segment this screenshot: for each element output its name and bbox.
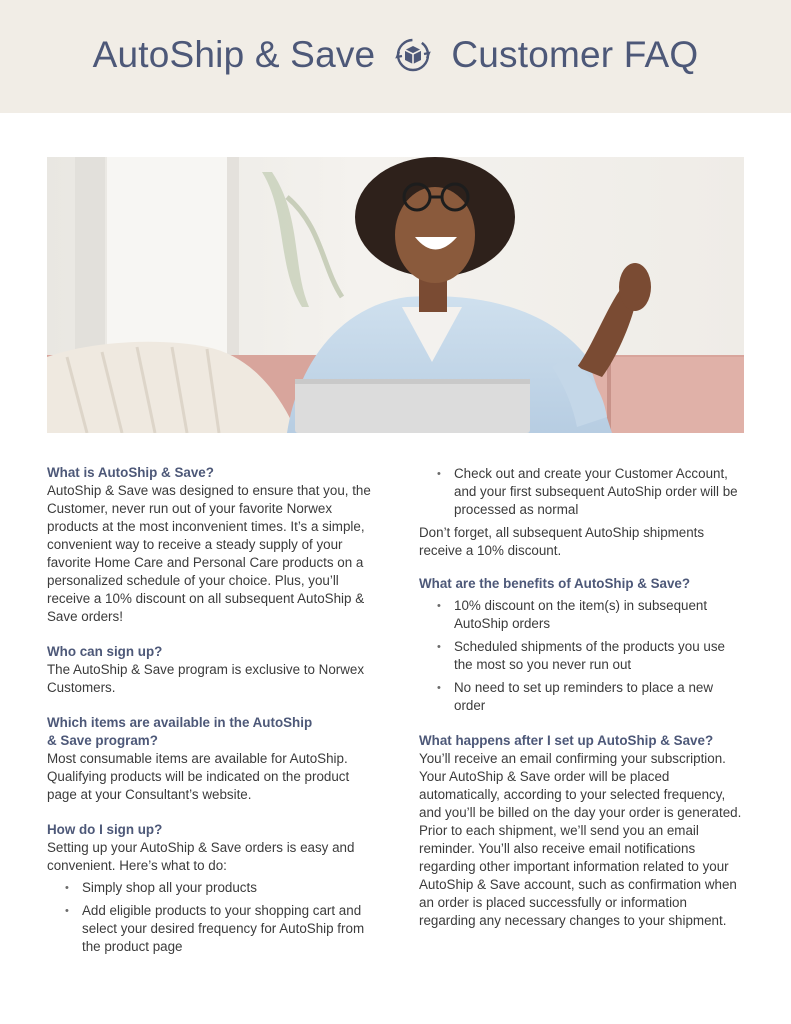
question-line: Which items are available in the AutoShip — [47, 715, 313, 730]
list-item: • Simply shop all your products — [47, 879, 382, 897]
right-column — [419, 465, 747, 947]
autoship-box-icon — [393, 35, 433, 75]
faq-items — [47, 714, 382, 804]
answer-text: Most consumable items are available for AutoShip. Qualifying products will be indicated on the product page at your Consultant’s website. — [47, 751, 350, 802]
list-item: • Check out and create your Customer Account, and your first subsequent AutoShip order will be processed as normal — [419, 465, 747, 519]
page-title — [0, 34, 791, 76]
discount-note: Don’t forget, all subsequent AutoShip shipments receive a 10% discount. — [419, 525, 705, 558]
benefits-list — [419, 597, 747, 715]
question-heading: What are the benefits of AutoShip & Save? — [419, 576, 691, 591]
sign-up-steps-continued — [419, 465, 747, 519]
question-heading — [47, 714, 382, 750]
answer-text: The AutoShip & Save program is exclusive to Norwex Customers. — [47, 662, 365, 695]
question-heading: What is AutoShip & Save? — [47, 465, 214, 480]
question-heading: What happens after I set up AutoShip & Save? — [419, 733, 714, 748]
title-left: AutoShip & Save — [92, 34, 376, 75]
faq-sign-up-continued — [419, 465, 747, 560]
hero-photo — [47, 157, 744, 433]
title-right: Customer FAQ — [451, 34, 699, 75]
answer-text: AutoShip & Save was designed to ensure that you, the Customer, never run out of your favorite Norwex products at the most inconvenient times. It’s a simple, convenient way to receive a steady supply of your favorite Home Care and Personal Care products on a personalized schedule of your choice. Plus, you’ll receive a 10% discount on all subsequent AutoShip & Save orders! — [47, 483, 371, 624]
list-item: • 10% discount on the item(s) in subsequent AutoShip orders — [419, 597, 747, 633]
answer-text: You’ll receive an email confirming your subscription. Your AutoShip & Save order will be placed automatically, according to your selected frequency, and you’ll be billed on the day your order is generated. Prior to each shipment, we’ll send you an email reminder. You’ll also receive email notifications regarding other important information related to your AutoShip & Save account, such as confirmation when an order is placed successfully or information regarding any necessary changes to your shipment. — [419, 751, 742, 928]
faq-benefits — [419, 575, 747, 715]
faq-sign-up — [47, 821, 382, 956]
question-line: & Save program? — [47, 733, 158, 748]
faq-who — [47, 643, 382, 697]
question-heading: How do I sign up? — [47, 822, 163, 837]
sign-up-steps — [47, 879, 382, 956]
faq-what-is — [47, 464, 382, 626]
list-item: • No need to set up reminders to place a new order — [419, 679, 747, 715]
faq-after-setup — [419, 732, 747, 930]
answer-text: Setting up your AutoShip & Save orders is easy and convenient. Here’s what to do: — [47, 840, 355, 873]
list-item: • Add eligible products to your shopping cart and select your desired frequency for AutoShip from the product page — [47, 902, 382, 956]
list-item: • Scheduled shipments of the products you use the most so you never run out — [419, 638, 747, 674]
question-heading: Who can sign up? — [47, 644, 163, 659]
header-banner — [0, 0, 791, 113]
left-column — [47, 464, 382, 973]
